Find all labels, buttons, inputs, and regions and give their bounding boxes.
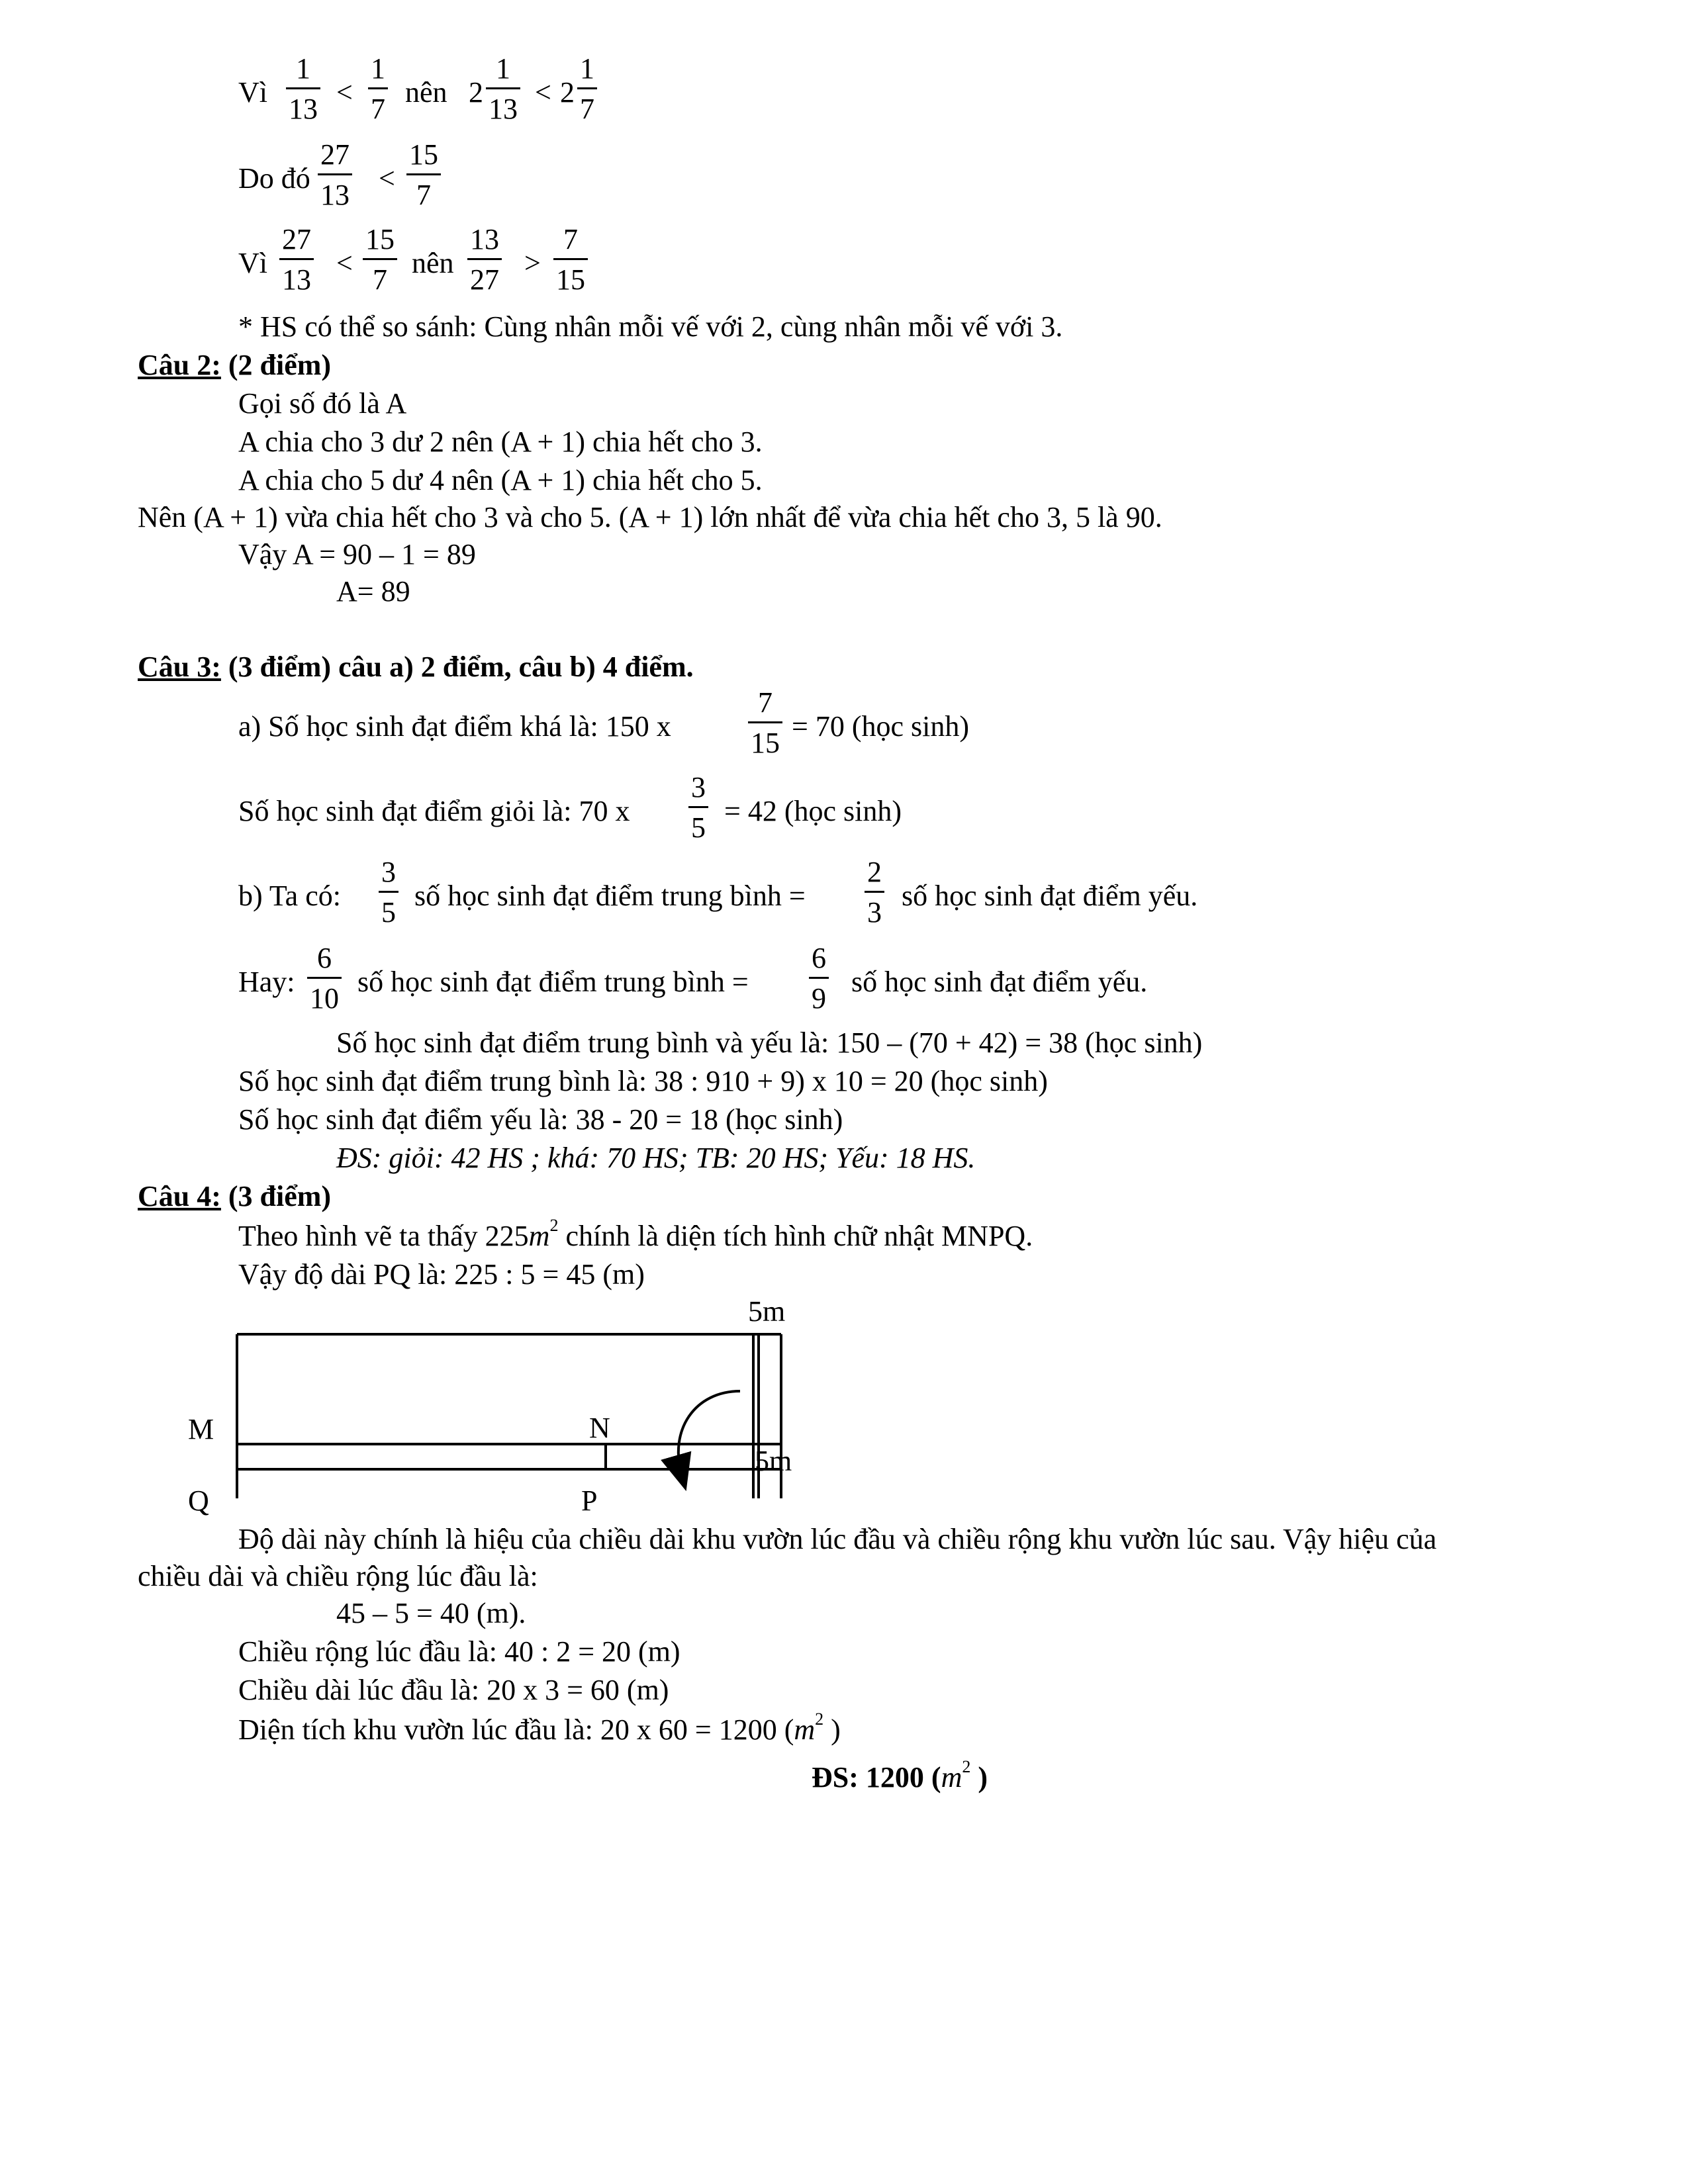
greater-than-sign: > <box>524 247 541 279</box>
fraction: 7 15 <box>553 225 588 295</box>
cau3-label: Câu 3: <box>138 651 221 683</box>
text-line: Nên (A + 1) vừa chia hết cho 3 và cho 5. (A + 1) lớn nhất để vừa chia hết cho 3, 5 là 90. <box>138 501 1162 533</box>
cau4-label: Câu 4: <box>138 1180 221 1212</box>
do-do-text: Do đó <box>238 162 310 195</box>
fraction: 15 7 <box>406 140 441 210</box>
label-m: M <box>188 1413 214 1445</box>
cau4-points: (3 điểm) <box>228 1180 332 1212</box>
text-line: Hay: <box>238 966 295 998</box>
rotation-arrow <box>679 1391 740 1476</box>
text-line: Chiều rộng lúc đầu là: 40 : 2 = 20 (m) <box>238 1635 680 1668</box>
vi-text: Vì <box>238 247 267 279</box>
less-than-sign: < <box>535 76 551 109</box>
fraction: 3 5 <box>688 773 708 842</box>
final-answer: ĐS: 1200 ($m^2$ ) <box>812 1757 988 1794</box>
fraction: 1 13 <box>486 54 520 124</box>
text-line: Chiều dài lúc đầu là: 20 x 3 = 60 (m) <box>238 1674 669 1706</box>
text-line: A= 89 <box>336 575 410 608</box>
fraction: 27 13 <box>318 140 352 210</box>
fraction: 27 13 <box>279 225 314 295</box>
text-line: số học sinh đạt điểm trung bình = <box>357 966 749 998</box>
answer-line: ĐS: giỏi: 42 HS ; khá: 70 HS; TB: 20 HS; Yếu: 18 HS. <box>336 1142 976 1174</box>
label-5m-top: 5m <box>748 1295 786 1328</box>
fraction: 6 10 <box>307 944 342 1013</box>
text-line: Vậy độ dài PQ là: 225 : 5 = 45 (m) <box>238 1258 645 1291</box>
cau2-label: Câu 2: <box>138 349 221 381</box>
text-line: số học sinh đạt điểm trung bình = <box>414 880 806 912</box>
text-line: A chia cho 3 dư 2 nên (A + 1) chia hết cho 3. <box>238 426 763 458</box>
text-line: Độ dài này chính là hiệu của chiều dài khu vườn lúc đầu và chiều rộng khu vườn lúc sau. Vậy hiệu của <box>238 1523 1437 1555</box>
text-line: Diện tích khu vườn lúc đầu là: 20 x 60 = 1200 ($m^2$ ) <box>238 1709 841 1746</box>
nen-text: nên <box>405 76 447 109</box>
fraction: 6 9 <box>809 944 829 1013</box>
label-5m-side: 5m <box>755 1445 792 1477</box>
unit-m: m <box>528 1220 550 1252</box>
cau3-points: (3 điểm) câu a) 2 điểm, câu b) 4 điểm. <box>228 651 694 683</box>
text-line: Theo hình vẽ ta thấy $225m^2$ chính là diện tích hình chữ nhật MNPQ. <box>238 1216 1033 1252</box>
label-n: N <box>589 1412 610 1444</box>
unit-m: m <box>941 1761 962 1794</box>
fraction: 1 13 <box>286 54 320 124</box>
fraction: 13 27 <box>467 225 502 295</box>
label-p: P <box>581 1484 598 1517</box>
text-line: số học sinh đạt điểm yếu. <box>902 880 1198 912</box>
vi-text: Vì <box>238 76 267 109</box>
fraction: 3 5 <box>379 858 399 927</box>
less-than-sign: < <box>379 162 395 195</box>
text-line: = 42 (học sinh) <box>724 795 902 827</box>
note-text: * HS có thể so sánh: Cùng nhân mỗi vế với 2, cùng nhân mỗi vế với 3. <box>238 310 1063 343</box>
text-line: Số học sinh đạt điểm giỏi là: 70 x <box>238 795 630 827</box>
fraction: 1 7 <box>368 54 388 124</box>
cau2-points: (2 điểm) <box>228 349 332 381</box>
label-q: Q <box>188 1484 209 1517</box>
text-line: = 70 (học sinh) <box>792 710 969 743</box>
fraction: 2 3 <box>865 858 884 927</box>
whole-number: 2 <box>469 76 483 109</box>
text-line: 45 – 5 = 40 (m). <box>336 1597 526 1629</box>
text-line: Gọi số đó là A <box>238 387 407 420</box>
text-line: số học sinh đạt điểm yếu. <box>851 966 1148 998</box>
fraction: 15 7 <box>363 225 397 295</box>
fraction: 7 15 <box>748 688 782 758</box>
text-line: a) Số học sinh đạt điểm khá là: 150 x <box>238 710 671 743</box>
text-line: A chia cho 5 dư 4 nên (A + 1) chia hết cho 5. <box>238 464 763 496</box>
text-line: Vậy A = 90 – 1 = 89 <box>238 538 476 570</box>
fraction: 1 7 <box>577 54 597 124</box>
text-line: chiều dài và chiều rộng lúc đầu là: <box>138 1560 538 1592</box>
text-line: Số học sinh đạt điểm trung bình là: 38 : 910 + 9) x 10 = 20 (học sinh) <box>238 1065 1048 1097</box>
text-line: b) Ta có: <box>238 880 341 912</box>
text-line: Số học sinh đạt điểm trung bình và yếu là: 150 – (70 + 42) = 38 (học sinh) <box>336 1026 1203 1059</box>
whole-number: 2 <box>560 76 575 109</box>
text-line: Số học sinh đạt điểm yếu là: 38 - 20 = 18 (học sinh) <box>238 1103 843 1136</box>
nen-text: nên <box>412 247 454 279</box>
unit-m: m <box>794 1713 816 1746</box>
less-than-sign: < <box>336 76 353 109</box>
less-than-sign: < <box>336 247 353 279</box>
